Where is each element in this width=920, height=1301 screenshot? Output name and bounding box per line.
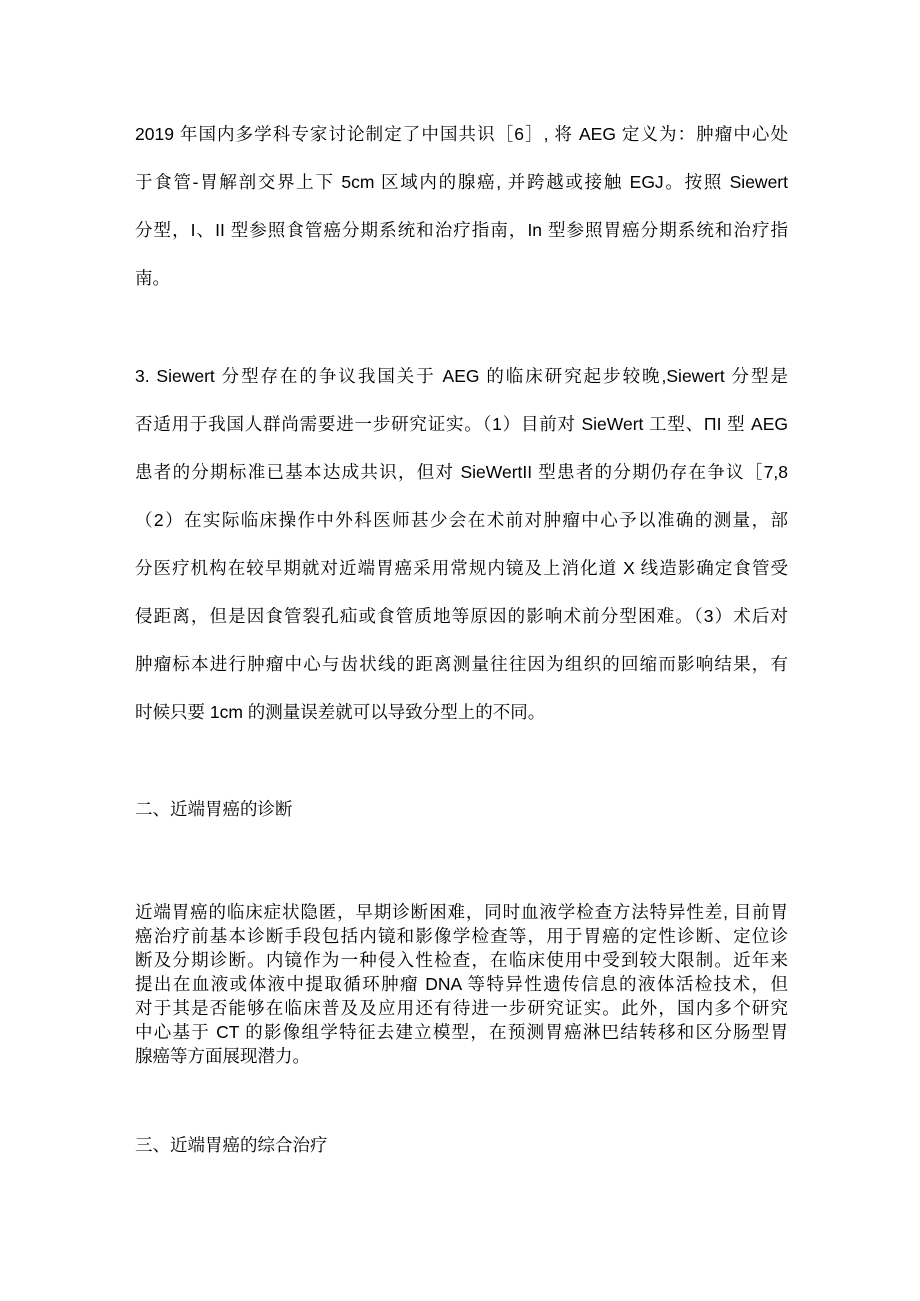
paragraph-siewert-controversy: [135, 352, 788, 736]
text-line: 分医疗机构在较早期就对近端胃癌采用常规内镜及上消化道 X 线造影确定食管受: [135, 558, 788, 578]
paragraph-aeg-definition: [135, 110, 788, 302]
text-line: 侵距离，但是因食管裂孔疝或食管质地等原因的影响术前分型困难。（3）术后对: [135, 606, 788, 626]
text-line: 时候只要 1cm 的测量误差就可以导致分型上的不同。: [135, 702, 546, 722]
text-line: （2）在实际临床操作中外科医师甚少会在术前对肿瘤中心予以准确的测量，部: [135, 510, 788, 530]
text-line: 患者的分期标准已基本达成共识，但对 SieWertII 型患者的分期仍存在争议［7,8: [135, 462, 788, 482]
section-heading-diagnosis: 二、近端胃癌的诊断: [135, 799, 293, 819]
text-line: 对于其是否能够在临床普及及应用还有待进一步研究证实。此外，国内多个研究: [135, 998, 788, 1018]
text-line: 近端胃癌的临床症状隐匿，早期诊断困难，同时血液学检查方法特异性差, 目前胃: [135, 902, 788, 922]
paragraph-diagnosis: [135, 900, 788, 1068]
section-heading-treatment: 三、近端胃癌的综合治疗: [135, 1135, 328, 1155]
text-line: 3. Siewert 分型存在的争议我国关于 AEG 的临床研究起步较晚,Siewert 分型是: [135, 366, 788, 386]
text-line: 南。: [135, 268, 170, 288]
text-line: 于食管-胃解剖交界上下 5cm 区域内的腺癌, 并跨越或接触 EGJ。按照 Siewert: [135, 172, 788, 192]
text-line: 腺癌等方面展现潜力。: [135, 1046, 310, 1066]
text-line: 否适用于我国人群尚需要进一步研究证实。（1）目前对 SieWert 工型、ΠI 型 AEG: [135, 414, 788, 434]
text-line: 2019 年国内多学科专家讨论制定了中国共识［6］, 将 AEG 定义为：肿瘤中心处: [135, 124, 788, 144]
text-line: 癌治疗前基本诊断手段包括内镜和影像学检查等，用于胃癌的定性诊断、定位诊: [135, 926, 788, 946]
text-line: 中心基于 CT 的影像组学特征去建立模型，在预测胃癌淋巴结转移和区分肠型胃: [135, 1022, 788, 1042]
text-line: 断及分期诊断。内镜作为一种侵入性检查，在临床使用中受到较大限制。近年来: [135, 950, 788, 970]
text-line: 肿瘤标本进行肿瘤中心与齿状线的距离测量往往因为组织的回缩而影响结果，有: [135, 654, 788, 674]
text-line: 提出在血液或体液中提取循环肿瘤 DNA 等特异性遗传信息的液体活检技术，但: [135, 974, 788, 994]
text-line: 分型，I、II 型参照食管癌分期系统和治疗指南，In 型参照胃癌分期系统和治疗指: [135, 220, 788, 240]
